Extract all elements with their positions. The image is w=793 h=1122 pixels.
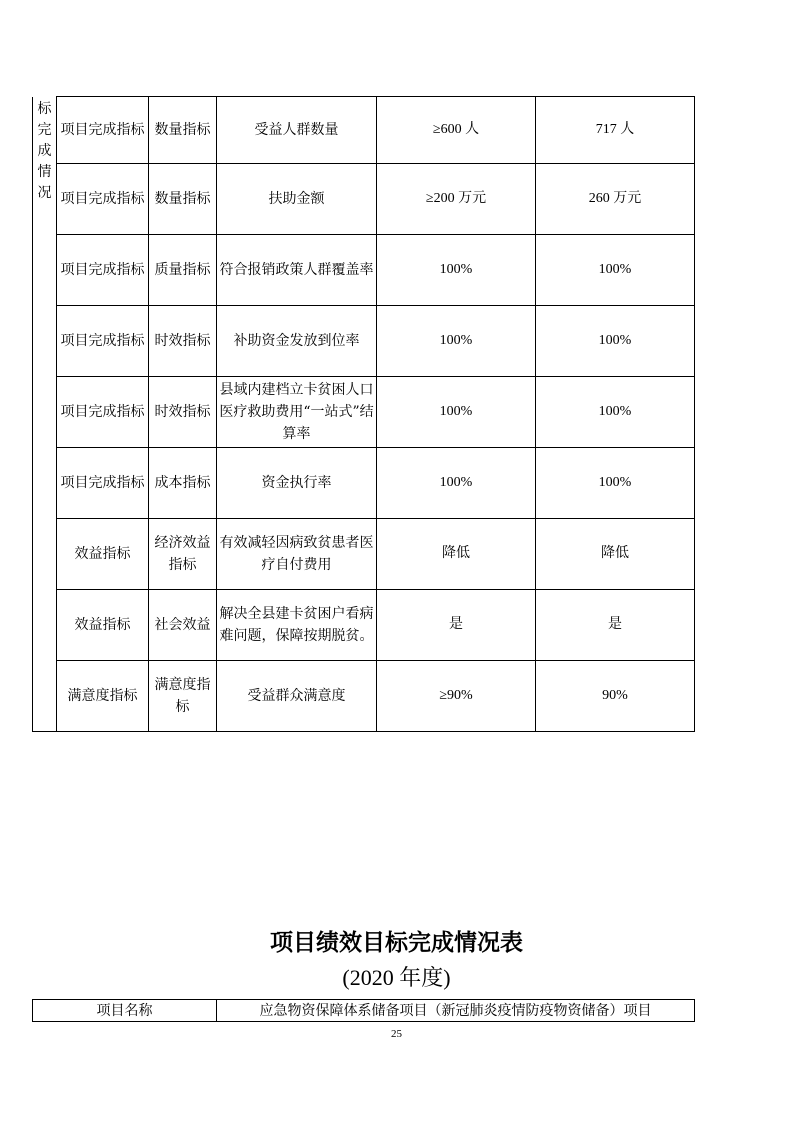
indicator-name: 县域内建档立卡贫困人口医疗救助费用“一站式”结算率 (217, 377, 377, 448)
level1-indicator: 项目完成指标 (57, 306, 149, 377)
page-subtitle: (2020 年度) (342, 965, 451, 990)
actual-value: 100% (536, 235, 695, 306)
actual-value: 260 万元 (536, 164, 695, 235)
level1-indicator: 项目完成指标 (57, 97, 149, 164)
level1-indicator: 项目完成指标 (57, 164, 149, 235)
table-row (33, 377, 695, 448)
level2-indicator: 时效指标 (149, 377, 217, 448)
indicator-name: 符合报销政策人群覆盖率 (217, 235, 377, 306)
table-row (33, 1000, 695, 1022)
target-value: ≥600 人 (377, 97, 536, 164)
indicator-name: 解决全县建卡贫困户看病难问题，保障按期脱贫。 (217, 590, 377, 661)
target-value: ≥90% (377, 661, 536, 732)
actual-value: 717 人 (536, 97, 695, 164)
level1-indicator: 效益指标 (57, 590, 149, 661)
level1-indicator: 项目完成指标 (57, 377, 149, 448)
actual-value: 90% (536, 661, 695, 732)
table-row (33, 448, 695, 519)
indicator-name: 受益群众满意度 (217, 661, 377, 732)
level2-indicator: 数量指标 (149, 164, 217, 235)
project-name-label: 项目名称 (33, 1000, 217, 1022)
table-row (33, 235, 695, 306)
level2-indicator: 时效指标 (149, 306, 217, 377)
level2-indicator: 数量指标 (149, 97, 217, 164)
side-label: 标完成情况 (37, 100, 52, 201)
table-row (33, 164, 695, 235)
table-row (33, 661, 695, 732)
table-row (33, 306, 695, 377)
level2-indicator: 经济效益指标 (149, 519, 217, 590)
table-row (33, 590, 695, 661)
indicator-name: 资金执行率 (217, 448, 377, 519)
level1-indicator: 满意度指标 (57, 661, 149, 732)
indicator-name: 扶助金额 (217, 164, 377, 235)
actual-value: 100% (536, 377, 695, 448)
level2-indicator: 质量指标 (149, 235, 217, 306)
target-value: 100% (377, 448, 536, 519)
target-value: 100% (377, 235, 536, 306)
indicator-name: 有效减轻因病致贫患者医疗自付费用 (217, 519, 377, 590)
side-label-cell (33, 97, 57, 732)
table-row (33, 97, 695, 164)
page-number: 25 (391, 1028, 402, 1040)
indicator-name: 受益人群数量 (217, 97, 377, 164)
project-name-value: 应急物资保障体系储备项目（新冠肺炎疫情防疫物资储备）项目 (217, 1000, 695, 1022)
target-value: 100% (377, 306, 536, 377)
actual-value: 降低 (536, 519, 695, 590)
level1-indicator: 项目完成指标 (57, 235, 149, 306)
level1-indicator: 项目完成指标 (57, 448, 149, 519)
actual-value: 是 (536, 590, 695, 661)
level2-indicator: 满意度指标 (149, 661, 217, 732)
performance-indicator-table (32, 96, 695, 732)
indicator-name: 补助资金发放到位率 (217, 306, 377, 377)
target-value: 降低 (377, 519, 536, 590)
actual-value: 100% (536, 306, 695, 377)
actual-value: 100% (536, 448, 695, 519)
target-value: 是 (377, 590, 536, 661)
level2-indicator: 成本指标 (149, 448, 217, 519)
page-title: 项目绩效目标完成情况表 (270, 930, 523, 956)
level1-indicator: 效益指标 (57, 519, 149, 590)
table-row (33, 519, 695, 590)
level2-indicator: 社会效益 (149, 590, 217, 661)
project-info-table (32, 999, 695, 1022)
target-value: 100% (377, 377, 536, 448)
target-value: ≥200 万元 (377, 164, 536, 235)
